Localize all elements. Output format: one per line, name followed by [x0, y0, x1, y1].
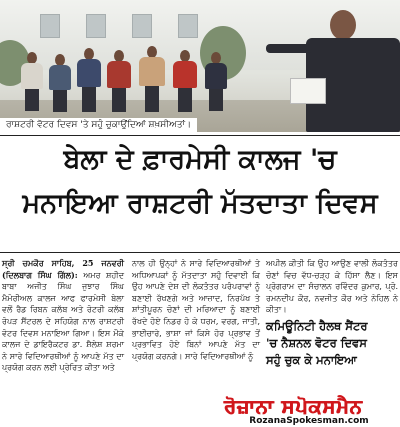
article-body-2: ਨਾਲ ਹੀ ਉਨ੍ਹਾਂ ਨੇ ਸਾਰੇ ਵਿਦਿਆਰਥੀਆਂ ਤੇ ਅਧਿਆਪਕਾਂ ਨੂੰ ਮੱਤਦਾਤਾ ਸਹੁੰ ਦਿਵਾਈ ਕਿ ਉਹ ਆਪਣੇ ਦੇਸ਼ ਦੀ ਲੋਕਤੰਤਰ ਪਰੰਪਰਾਵਾਂ ਨੂੰ ਬਣਾਈ ਰੱਖਣਗੇ ਅਤੇ ਆਜ਼ਾਦ, ਨਿਰਪੱਖ ਤੇ ਸ਼ਾਂਤੀਪੂਰਨ ਚੋਣਾਂ ਦੀ ਮਰਿਆਦਾ ਨੂੰ ਬਣਾਈ ਰੱਖਦੇ ਹੋਏ ਨਿਡਰ ਹੋ ਕੇ ਧਰਮ, ਵਰਗ, ਜਾਤੀ, ਭਾਈਚਾਰੇ, ਭਾਸ਼ਾ ਜਾਂ ਕਿਸੇ ਹੋਰ ਪ੍ਰਭਾਵ ਤੋਂ ਪ੍ਰਭਾਵਿਤ ਹੋਏ ਬਿਨਾਂ ਆਪਣੇ ਮੱਤ ਦਾ ਪ੍ਰਯੋਗ ਕਰਨਗੇ। ਸਾਰੇ ਵਿਦਿਆਰਥੀਆਂ ਨੂੰ [132, 259, 260, 361]
photo-caption: ਰਾਸ਼ਟਰੀ ਵੋਟਰ ਦਿਵਸ 'ਤੇ ਸਹੁੰ ਚੁਕਾਉਂਦਿਆਂ ਸ਼ਖ਼ਸੀਅਤਾਂ। [0, 118, 197, 133]
building-window [40, 14, 60, 38]
building-window [178, 14, 198, 38]
divider [0, 252, 400, 253]
official-person [300, 10, 400, 132]
article-column-2 [132, 258, 260, 408]
article-column-1 [2, 258, 124, 408]
raised-hand [266, 44, 312, 53]
building-window [132, 14, 152, 38]
headline-line-2: ਮਨਾਇਆ ਰਾਸ਼ਟਰੀ ਮੱਤਦਾਤਾ ਦਿਵਸ [22, 188, 378, 219]
person [172, 50, 198, 112]
person [138, 46, 166, 112]
related-headline-line-3: ਸਹੁੰ ਚੁਕ ਕੇ ਮਨਾਇਆ [266, 353, 357, 367]
headline-line-1: ਬੇਲਾ ਦੇ ਫ਼ਾਰਮੇਸੀ ਕਾਲਜ 'ਚ [63, 144, 337, 175]
related-headline-line-2: 'ਚ ਨੈਸ਼ਨਲ ਵੋਟਰ ਦਿਵਸ [266, 336, 367, 350]
paper-sheet [290, 78, 326, 104]
building-window [86, 14, 106, 38]
person [204, 52, 228, 112]
article-dateline: ਸ੍ਰੀ ਚਮਕੌਰ ਸਾਹਿਬ, 25 ਜਨਵਰੀ [2, 258, 124, 268]
related-news-headline [266, 318, 398, 388]
related-headline-line-1: ਕਮਿਊਨਿਟੀ ਹੈਲਥ ਸੈਂਟਰ [266, 319, 368, 333]
article-body-1: ਅਮਰ ਸ਼ਹੀਦ ਬਾਬਾ ਅਜੀਤ ਸਿੰਘ ਜੁਝਾਰ ਸਿੰਘ ਮੈਮੋਰੀਅਲ ਕਾਲਜ ਆਫ ਫਾਰਮੇਸੀ ਬੇਲਾ ਵਲੋਂ ਰੈਡ ਰਿਬਨ ਕਲੱਬ ਅਤੇ ਰੋਟਰੀ ਕਲੱਬ ਰੋਪੜ ਸੈਂਟਰਲ ਦੇ ਸਹਿਯੋਗ ਨਾਲ ਰਾਸ਼ਟਰੀ ਵੋਟਰ ਦਿਵਸ ਮਨਾਇਆ ਗਿਆ। ਇਸ ਮੌਕੇ ਕਾਲਜ ਦੇ ਡਾਇਰੈਕਟਰ ਡਾ. ਸ਼ੈਲੇਸ਼ ਸ਼ਰਮਾ ਨੇ ਸਾਰੇ ਵਿਦਿਆਰਥੀਆਂ ਨੂੰ ਆਪਣੇ ਮੱਤ ਦਾ ਪ੍ਰਯੋਗ ਕਰਨ ਲਈ ਪ੍ਰੇਰਿਤ ਕੀਤਾ ਅਤੇ [2, 270, 125, 373]
person [106, 50, 132, 112]
news-photo [0, 0, 400, 132]
article-body-3: ਅਪੀਲ ਕੀਤੀ ਕਿ ਉਹ ਆਉਣ ਵਾਲੀ ਲੋਕਤੰਤਰ ਚੋਣਾਂ ਵਿਚ ਵੱਧ-ਚੜ੍ਹ ਕੇ ਹਿੱਸਾ ਲੈਣ। ਇਸ ਪ੍ਰੋਗਰਾਮ ਦਾ ਸੰਚਾਲਨ ਰਵਿੰਦਰ ਕੁਮਾਰ, ਪ੍ਰੋ. ਰਮਨਦੀਪ ਕੌਰ, ਨਵਜੀਤ ਕੌਰ ਅਤੇ ਨੇਹਿਲ ਨੇ ਕੀਤਾ। [266, 259, 398, 315]
article-column-3 [266, 258, 398, 316]
person [20, 52, 44, 112]
person [76, 48, 102, 112]
person [48, 54, 72, 112]
article-byline: (ਦਿਲਬਾਗ ਸਿੰਘ ਗਿੱਲ): [2, 269, 78, 280]
newspaper-logo: ਰੋਜ਼ਾਨਾ ਸਪੋਕਸਮੈਨ [223, 396, 363, 418]
divider [0, 135, 400, 136]
website-link[interactable]: RozanaSpokesman.com [249, 416, 369, 426]
